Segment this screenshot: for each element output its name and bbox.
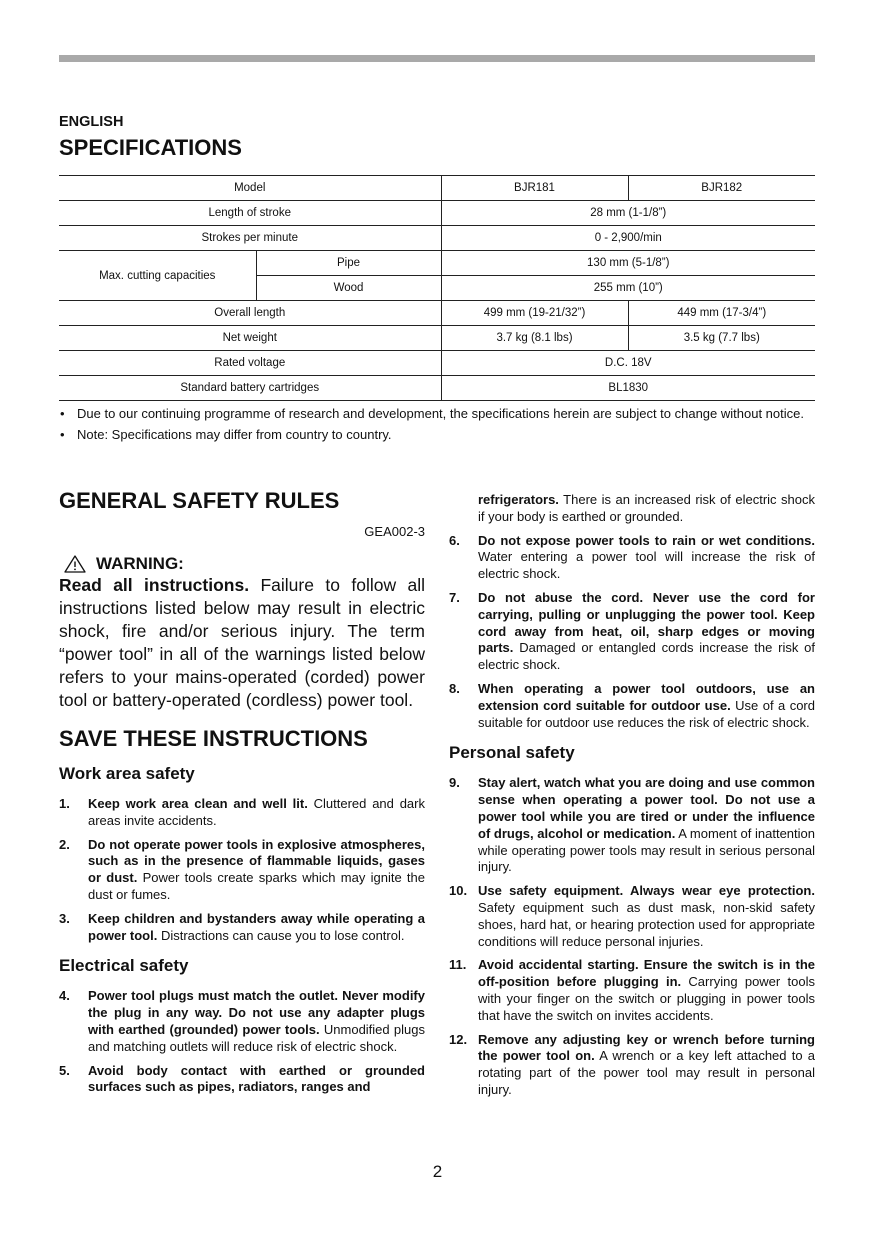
list-item bbox=[449, 1032, 815, 1099]
net-weight-2: 3.5 kg (7.7 lbs) bbox=[628, 326, 815, 351]
table-row bbox=[59, 351, 815, 376]
list-item bbox=[59, 911, 425, 945]
item-bold: Avoid accidental starting. Ensure the switch is in the off-position before plugging in. bbox=[478, 957, 815, 990]
item-text: Power tools create sparks which may ignite the dust or fumes. bbox=[88, 870, 425, 902]
battery-label: Standard battery cartridges bbox=[59, 376, 441, 401]
item-number: 2. bbox=[59, 836, 70, 852]
warning-triangle-icon bbox=[64, 555, 86, 573]
left-column bbox=[59, 488, 425, 1103]
warning-label: WARNING: bbox=[96, 554, 184, 573]
note-item: • Due to our continuing programme of research and development, the specifications herein are subject to change without notice. bbox=[59, 405, 815, 422]
item-text: Water entering a power tool will increase the risk of electric shock. bbox=[478, 549, 815, 582]
item-number: 10. bbox=[449, 883, 468, 899]
general-safety-title: GENERAL SAFETY RULES bbox=[59, 488, 340, 513]
max-cutting-label: Max. cutting capacities bbox=[59, 251, 256, 301]
wood-label: Wood bbox=[256, 276, 441, 301]
warning-bold: Read all instructions. bbox=[59, 575, 250, 595]
item-number: 9. bbox=[449, 775, 460, 791]
table-row bbox=[59, 326, 815, 351]
rated-voltage-value: D.C. 18V bbox=[441, 351, 815, 376]
personal-safety-heading: Personal safety bbox=[449, 743, 575, 763]
overall-length-label: Overall length bbox=[59, 301, 441, 326]
item-number: 12. bbox=[449, 1031, 468, 1047]
table-row bbox=[59, 201, 815, 226]
table-row bbox=[59, 176, 815, 201]
item-bold: Power tool plugs must match the outlet. Never modify the plug in any way. Do not use any adapter plugs with earthed (grounded) power tools. bbox=[88, 988, 425, 1037]
table-row bbox=[59, 251, 815, 276]
table-row bbox=[59, 226, 815, 251]
list-item bbox=[59, 796, 425, 830]
list-item bbox=[449, 533, 815, 583]
warning-text bbox=[59, 574, 425, 712]
list-item-continued bbox=[449, 492, 815, 526]
item-number: 3. bbox=[59, 910, 70, 926]
net-weight-label: Net weight bbox=[59, 326, 441, 351]
wood-value: 255 mm (10”) bbox=[441, 276, 815, 301]
item-text: A wrench or a key left attached to a rotating part of the power tool may result in personal injury. bbox=[478, 1048, 815, 1097]
warning-heading bbox=[59, 554, 425, 574]
document-code: GEA002-3 bbox=[364, 524, 425, 539]
item-bold: Do not abuse the cord. Never use the cord for carrying, pulling or unplugging the power tool. Keep cord away from heat, oil, sharp edges or moving parts. bbox=[478, 589, 815, 656]
table-row bbox=[59, 376, 815, 401]
model-1: BJR181 bbox=[441, 176, 628, 201]
item-number: 7. bbox=[449, 589, 460, 605]
item-text: There is an increased risk of electric shock if your body is earthed or grounded. bbox=[478, 492, 815, 524]
right-column bbox=[449, 492, 815, 1106]
item-number: 8. bbox=[449, 680, 460, 696]
item-text: Distractions can cause you to lose control. bbox=[157, 927, 405, 943]
item-bold: Do not expose power tools to rain or wet conditions. bbox=[478, 532, 815, 548]
specifications-title: SPECIFICATIONS bbox=[59, 135, 242, 160]
list-item bbox=[449, 775, 815, 876]
pipe-value: 130 mm (5-1/8”) bbox=[441, 251, 815, 276]
item-bold: Keep children and bystanders away while operating a power tool. bbox=[88, 910, 425, 943]
item-number: 5. bbox=[59, 1062, 70, 1078]
item-number: 11. bbox=[449, 957, 467, 973]
strokes-per-minute-value: 0 - 2,900/min bbox=[441, 226, 815, 251]
item-number: 6. bbox=[449, 532, 460, 548]
model-label: Model bbox=[59, 176, 441, 201]
warning-body: Failure to follow all instructions listed below may result in electric shock, fire and/or serious injury. The term “power tool” in all of the warnings listed below refers to your mains-operated (corded) power tool or battery-operated (cordless) power tool. bbox=[59, 575, 425, 710]
list-item bbox=[449, 590, 815, 674]
item-bold: Remove any adjusting key or wrench before turning the power tool on. bbox=[478, 1031, 815, 1064]
overall-length-2: 449 mm (17-3/4”) bbox=[628, 301, 815, 326]
list-item bbox=[449, 957, 815, 1024]
item-bold: Use safety equipment. Always wear eye protection. bbox=[478, 883, 815, 899]
table-row bbox=[59, 301, 815, 326]
model-2: BJR182 bbox=[628, 176, 815, 201]
overall-length-1: 499 mm (19-21/32”) bbox=[441, 301, 628, 326]
item-bold: Do not operate power tools in explosive atmospheres, such as in the presence of flammable liquids, gases or dust. bbox=[88, 836, 425, 886]
electrical-heading: Electrical safety bbox=[59, 956, 189, 976]
stroke-length-value: 28 mm (1-1/8”) bbox=[441, 201, 815, 226]
page-number: 2 bbox=[432, 1162, 443, 1181]
item-number: 4. bbox=[59, 988, 70, 1004]
pipe-label: Pipe bbox=[256, 251, 441, 276]
language-label: ENGLISH bbox=[59, 114, 124, 130]
item-text: Safety equipment such as dust mask, non-skid safety shoes, hard hat, or hearing protection used for appropriate conditions will reduce personal injuries. bbox=[478, 899, 815, 949]
item-number: 1. bbox=[59, 796, 70, 811]
item-text: Unmodified plugs and matching outlets will reduce risk of electric shock. bbox=[88, 1021, 425, 1054]
specifications-table bbox=[59, 175, 815, 401]
stroke-length-label: Length of stroke bbox=[59, 201, 441, 226]
item-text: Carrying power tools with your finger on the switch or plugging in power tools that have the switch on invites accidents. bbox=[478, 974, 815, 1023]
note-item: • Note: Specifications may differ from country to country. bbox=[59, 426, 815, 443]
spec-notes bbox=[59, 405, 815, 447]
work-area-heading: Work area safety bbox=[59, 764, 195, 783]
net-weight-1: 3.7 kg (8.1 lbs) bbox=[441, 326, 628, 351]
item-bold: When operating a power tool outdoors, use an extension cord suitable for outdoor use. bbox=[478, 680, 815, 713]
list-item bbox=[59, 837, 425, 904]
top-rule bbox=[59, 55, 815, 62]
item-text: Use of a cord suitable for outdoor use reduces the risk of electric shock. bbox=[478, 697, 815, 730]
item-text: A moment of inattention while operating power tools may result in serious personal injury. bbox=[478, 825, 816, 875]
rated-voltage-label: Rated voltage bbox=[59, 351, 441, 376]
item-bold: refrigerators. bbox=[478, 492, 559, 507]
item-text: Cluttered and dark areas invite accidents. bbox=[88, 796, 425, 828]
list-item bbox=[59, 988, 425, 1055]
list-item bbox=[449, 883, 815, 950]
item-bold: Keep work area clean and well lit. bbox=[88, 796, 308, 811]
list-item bbox=[449, 681, 815, 731]
item-bold: Avoid body contact with earthed or grounded surfaces such as pipes, radiators, ranges and bbox=[88, 1062, 425, 1095]
list-item bbox=[59, 1063, 425, 1097]
save-instructions-title: SAVE THESE INSTRUCTIONS bbox=[59, 726, 368, 751]
item-text: Damaged or entangled cords increase the risk of electric shock. bbox=[478, 640, 815, 673]
strokes-per-minute-label: Strokes per minute bbox=[59, 226, 441, 251]
battery-value: BL1830 bbox=[441, 376, 815, 401]
item-bold: Stay alert, watch what you are doing and use common sense when operating a power tool. Do not use a power tool while you are tired or under the influence of drugs, alcohol or medication. bbox=[478, 775, 815, 841]
